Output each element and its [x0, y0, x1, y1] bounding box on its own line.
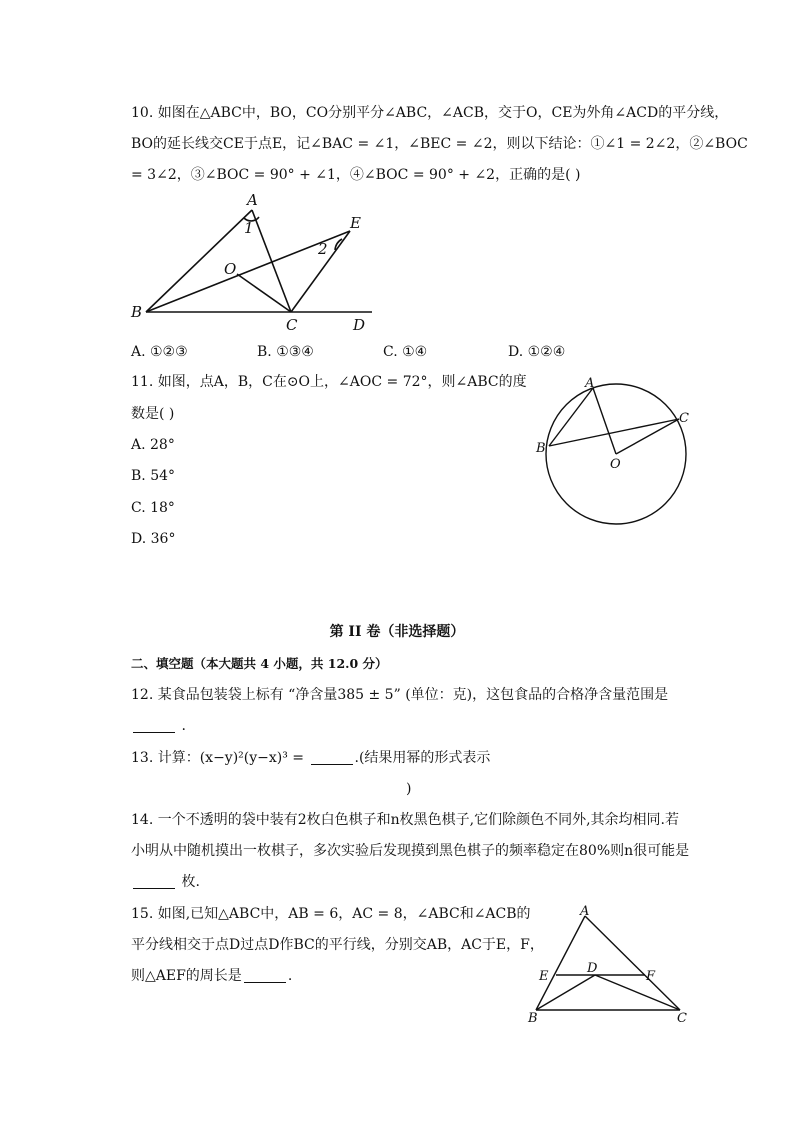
segment-bc — [549, 419, 679, 446]
q11-line-1: 11. 如图，点A，B，C在⊙O上，∠AOC = 72°，则∠ABC的度 — [131, 374, 527, 390]
q12-period: . — [177, 718, 186, 734]
q13-answer-blank[interactable] — [311, 750, 353, 765]
q14-line-1: 14. 一个不透明的袋中装有2枚白色棋子和n枚黑色棋子,它们除颜色不同外,其余均相同.若 — [131, 812, 679, 828]
q14-suffix: 枚. — [177, 874, 200, 890]
label-f: F — [646, 969, 656, 984]
q13-prefix: 13. 计算：(x−y)²(y−x)³ = — [131, 750, 309, 766]
q15-line-3 — [131, 966, 292, 986]
q10-line-1: 10. 如图在△ABC中，BO，CO分别平分∠ABC，∠ACB，交于O，CE为外角∠ACD的平分线， — [131, 105, 729, 121]
q10-option-c[interactable]: C. ①④ — [383, 344, 428, 360]
q10-figure — [128, 190, 388, 340]
q11-option-a[interactable]: A. 28° — [131, 437, 175, 453]
label-d: D — [587, 961, 598, 976]
q11-line-2: 数是( ) — [131, 406, 175, 422]
q11-option-b[interactable]: B. 54° — [131, 468, 176, 484]
q15-answer-blank[interactable] — [244, 968, 286, 983]
q13-suffix: .(结果用幂的形式表示 — [354, 750, 491, 766]
segment-ac — [585, 916, 680, 1010]
segment-ac — [252, 210, 291, 312]
q14-line-3 — [131, 872, 200, 892]
segment-ab — [549, 388, 593, 446]
label-c: C — [677, 1011, 687, 1026]
section2-title: 二、填空题（本大题共 4 小题，共 12.0 分） — [131, 656, 388, 671]
q12-answer-blank[interactable] — [133, 718, 175, 733]
q13-line-1 — [131, 748, 490, 768]
label-b: B — [528, 1011, 538, 1026]
label-e: E — [539, 969, 549, 984]
q10-option-a[interactable]: A. ①②③ — [131, 344, 188, 360]
label-angle-2: 2 — [318, 240, 328, 258]
segment-dc — [595, 975, 680, 1010]
q15-figure — [525, 903, 705, 1033]
q13-close-paren: ) — [406, 781, 412, 797]
label-b: B — [536, 441, 546, 456]
q12-line-1: 12. 某食品包装袋上标有 “净含量385 ± 5” (单位：克)，这包食品的合格净含量范围是 — [131, 687, 669, 703]
q11-figure — [530, 372, 700, 532]
segment-ao — [593, 388, 616, 454]
label-o: O — [224, 260, 237, 278]
label-b: B — [131, 303, 143, 321]
label-a: A — [580, 904, 590, 919]
q10-option-b[interactable]: B. ①③④ — [257, 344, 314, 360]
label-o: O — [610, 457, 621, 472]
q15-suffix: . — [287, 968, 293, 984]
q11-option-c[interactable]: C. 18° — [131, 500, 175, 516]
q14-answer-blank[interactable] — [133, 874, 175, 889]
label-e: E — [350, 214, 361, 232]
q12-line-2 — [131, 716, 186, 736]
part2-title: 第 II 卷（非选择题） — [329, 624, 465, 640]
label-c: C — [286, 316, 298, 334]
segment-oc — [616, 419, 679, 454]
label-d: D — [353, 316, 366, 334]
q10-line-3: = 3∠2，③∠BOC = 90° + ∠1，④∠BOC = 90° + ∠2，正确的是( ) — [131, 167, 581, 183]
q10-option-d[interactable]: D. ①②④ — [508, 344, 566, 360]
q15-line-2: 平分线相交于点D过点D作BC的平行线，分别交AB，AC于E，F， — [131, 937, 544, 953]
label-angle-1: 1 — [244, 219, 254, 237]
q11-option-d[interactable]: D. 36° — [131, 531, 176, 547]
q15-prefix: 则△AEF的周长是 — [131, 968, 242, 984]
q14-line-2: 小明从中随机摸出一枚棋子，多次实验后发现摸到黑色棋子的频率稳定在80%则n很可能是 — [131, 843, 690, 859]
label-c: C — [679, 411, 689, 426]
label-a: A — [585, 376, 595, 391]
q15-line-1: 15. 如图,已知△ABC中，AB = 6，AC = 8，∠ABC和∠ACB的 — [131, 906, 531, 922]
q10-line-2: BO的延长线交CE于点E，记∠BAC = ∠1，∠BEC = ∠2，则以下结论：①∠1 = 2∠2，②∠BOC — [131, 136, 748, 152]
label-a: A — [247, 191, 258, 209]
